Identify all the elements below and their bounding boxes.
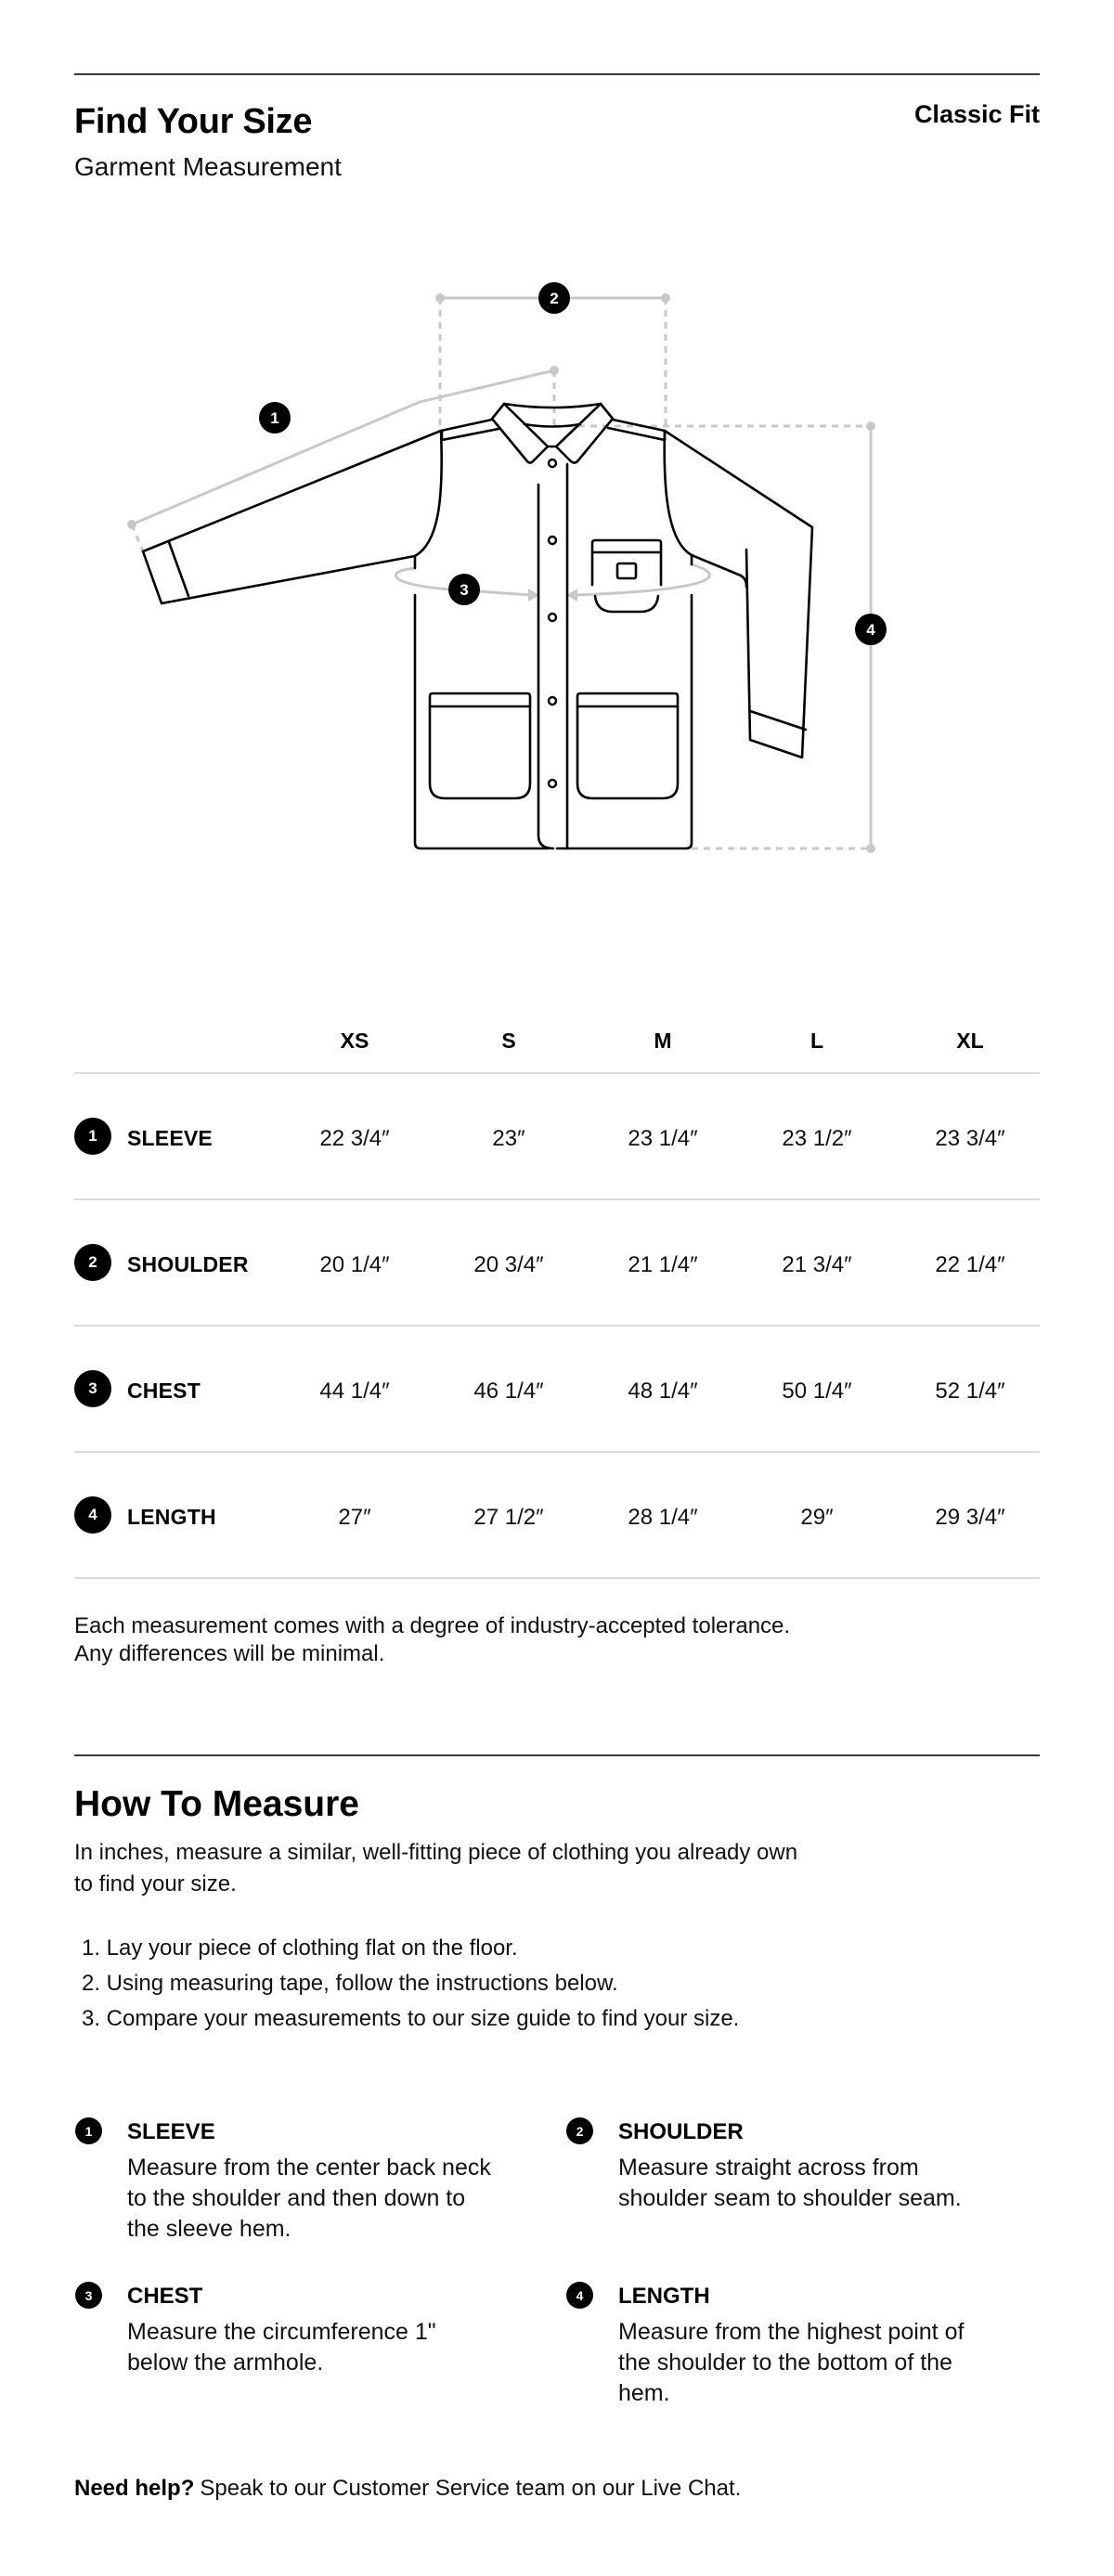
size-header-xs: XS (340, 1029, 369, 1053)
row-label: SLEEVE (127, 1126, 213, 1150)
dot (550, 366, 559, 375)
table-row-shoulder (74, 1198, 1040, 1325)
button (549, 537, 556, 544)
size-header-s: S (501, 1029, 516, 1053)
table-cell: 23 1/2″ (782, 1126, 852, 1151)
table-cell: 52 1/4″ (935, 1379, 1005, 1404)
instruction-list (74, 1931, 739, 2037)
button (549, 780, 556, 787)
right-armhole (665, 431, 746, 587)
table-cell: 48 1/4″ (628, 1379, 698, 1404)
collar-front (492, 404, 613, 463)
section-divider (74, 1754, 1040, 1756)
tolerance-note (74, 1612, 790, 1668)
buttons (549, 460, 556, 787)
table-cell: 23″ (492, 1126, 525, 1151)
guide-title: CHEST (127, 2284, 203, 2309)
neckline (525, 424, 580, 427)
marker-2-label: 2 (550, 290, 559, 307)
number-badge: 3 (74, 1370, 111, 1407)
row-label: CHEST (127, 1379, 201, 1403)
table-cell: 22 1/4″ (935, 1252, 1005, 1277)
button (549, 460, 556, 467)
size-header-m: M (654, 1029, 672, 1053)
guide-description: Measure straight across from shoulder seam to shoulder seam. (618, 2155, 962, 2211)
dot (866, 844, 875, 853)
chest-arc-right (575, 564, 709, 595)
number-badge: 4 (74, 1496, 111, 1534)
how-to-measure-title: How To Measure (74, 1784, 359, 1824)
marker-1 (259, 402, 291, 434)
top-divider (74, 73, 1040, 75)
table-row-sleeve (74, 1072, 1040, 1198)
marker-1-label: 1 (270, 409, 279, 427)
table-cell: 20 3/4″ (473, 1252, 544, 1277)
chest-pocket-tab (617, 563, 636, 578)
instruction-item: 2. Using measuring tape, follow the instructions below. (82, 1971, 618, 1996)
dot (127, 520, 136, 529)
dot (435, 293, 445, 303)
size-table (74, 1003, 1040, 1579)
table-cell: 21 1/4″ (628, 1252, 698, 1277)
jacket-outline (143, 404, 812, 848)
how-to-intro-line-2: to find your size. (74, 1871, 237, 1896)
number-badge: 1 (75, 2117, 102, 2144)
table-cell: 44 1/4″ (319, 1379, 390, 1404)
marker-2 (538, 282, 570, 314)
right-lower-pocket (577, 693, 678, 798)
table-cell: 29 3/4″ (935, 1505, 1005, 1530)
button (549, 614, 556, 621)
fit-label: Classic Fit (913, 100, 1040, 128)
measure-guides (132, 298, 871, 848)
table-cell: 28 1/4″ (628, 1505, 698, 1530)
size-header-xl: XL (956, 1029, 984, 1053)
size-table-header (74, 1003, 1040, 1072)
left-armhole (415, 431, 442, 556)
marker-4 (855, 614, 887, 645)
marker-4-label: 4 (866, 621, 875, 639)
number-badge: 1 (74, 1118, 111, 1155)
help-label: Need help? (74, 2476, 195, 2501)
marker-3-label: 3 (460, 581, 469, 599)
table-cell: 22 3/4″ (319, 1126, 390, 1151)
button (549, 697, 556, 705)
number-badge: 2 (566, 2117, 593, 2144)
table-cell: 23 3/4″ (935, 1126, 1005, 1151)
left-lower-pocket (430, 693, 530, 798)
measure-dots (127, 293, 875, 853)
right-cuff-seam (750, 711, 806, 730)
table-cell: 23 1/4″ (628, 1126, 698, 1151)
instruction-item: 1. Lay your piece of clothing flat on the floor. (82, 1935, 518, 1961)
table-cell: 27″ (338, 1505, 371, 1530)
table-row-chest (74, 1325, 1040, 1451)
how-to-intro (74, 1837, 910, 1900)
chest-pocket-bottom (595, 596, 658, 612)
help-text[interactable]: Speak to our Customer Service team on our Live Chat. (200, 2476, 742, 2501)
guide-description: Measure the circumference 1" below the armhole. (127, 2319, 436, 2375)
size-header-l: L (810, 1029, 824, 1053)
table-cell: 46 1/4″ (473, 1379, 544, 1404)
guide-title: SHOULDER (618, 2119, 744, 2144)
left-cuff-seam (169, 542, 188, 596)
marker-3 (448, 574, 480, 605)
guide-title: LENGTH (618, 2284, 710, 2309)
number-badge: 3 (75, 2282, 102, 2309)
number-badge: 4 (566, 2282, 593, 2309)
table-cell: 27 1/2″ (473, 1505, 544, 1530)
sleeve-measure-line (132, 370, 554, 524)
table-row-length (74, 1451, 1040, 1579)
page-title: Find Your Size (74, 102, 313, 141)
dot (661, 293, 670, 303)
table-cell: 20 1/4″ (319, 1252, 390, 1277)
page-subtitle: Garment Measurement (74, 152, 342, 181)
yoke-left-top (441, 420, 492, 431)
guide-description: Measure from the center back neck to the shoulder and then down to the sleeve hem. (127, 2155, 491, 2242)
how-to-intro-line-1: In inches, measure a similar, well-fitting piece of clothing you already own (74, 1840, 798, 1865)
number-badge: 2 (74, 1244, 111, 1281)
right-sleeve (665, 431, 812, 757)
table-cell: 50 1/4″ (782, 1379, 852, 1404)
instruction-item: 3. Compare your measurements to our size guide to find your size. (82, 2006, 740, 2031)
guide-title: SLEEVE (127, 2119, 215, 2144)
body-left (415, 556, 548, 848)
yoke-left-bottom (442, 429, 499, 440)
help-footer (74, 2476, 741, 2502)
dot (866, 421, 875, 431)
row-label: SHOULDER (127, 1252, 249, 1276)
garment-diagram (0, 232, 1114, 900)
tolerance-note-line-2: Any differences will be minimal. (74, 1641, 385, 1666)
tolerance-note-line-1: Each measurement comes with a degree of industry-accepted tolerance. (74, 1613, 791, 1638)
table-cell: 21 3/4″ (782, 1252, 852, 1277)
guide-description: Measure from the highest point of the shoulder to the bottom of the hem. (618, 2319, 965, 2406)
table-cell: 29″ (800, 1505, 834, 1530)
row-label: LENGTH (127, 1505, 216, 1529)
collar-back (504, 404, 601, 408)
